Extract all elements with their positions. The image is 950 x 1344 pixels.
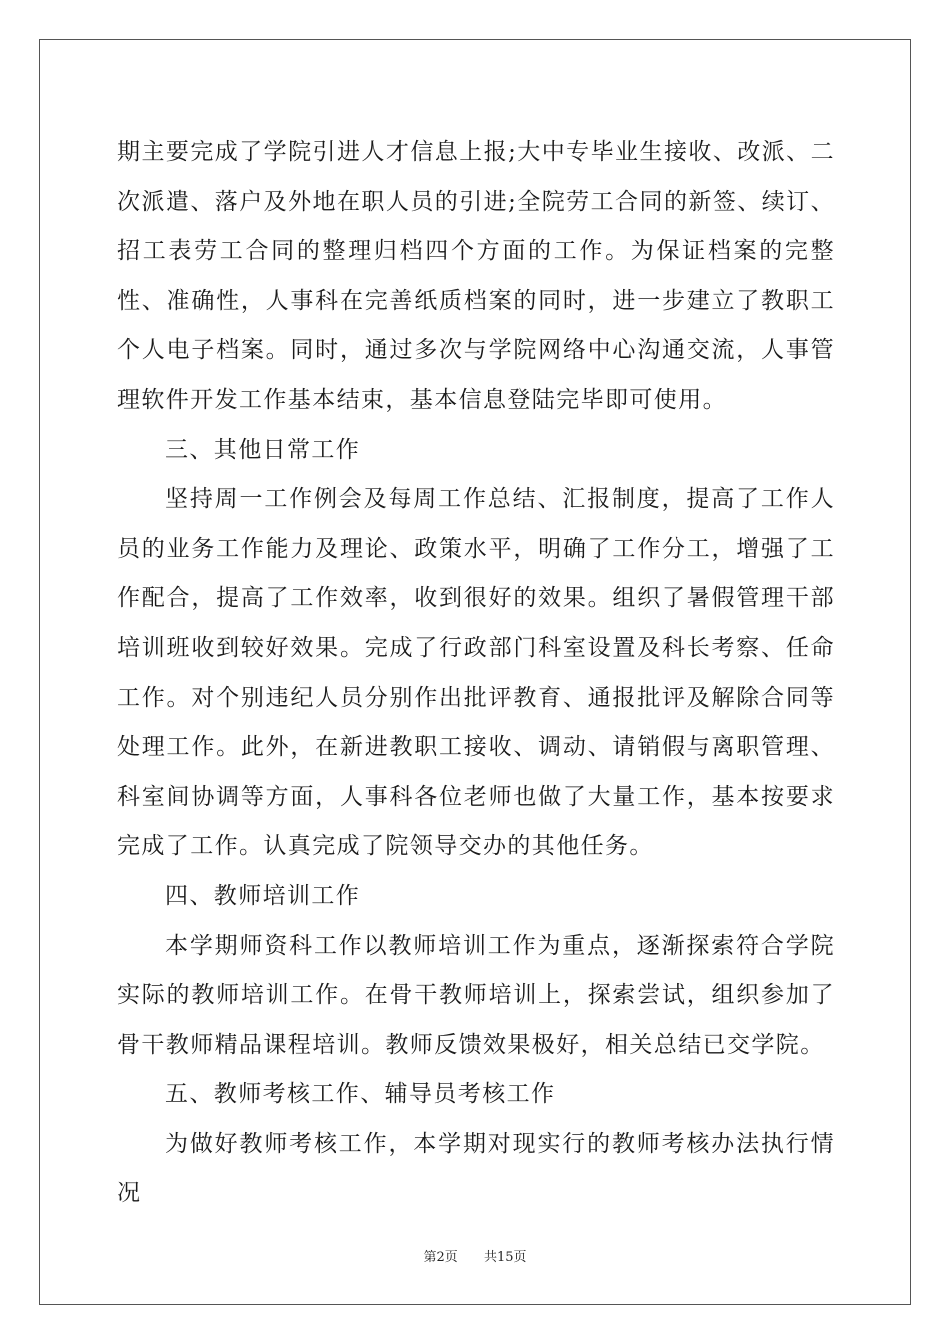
- page-footer: [0, 1246, 950, 1265]
- document-body: [117, 128, 835, 1219]
- page-number: 第2页: [423, 1250, 458, 1265]
- section-heading-3: 三、其他日常工作: [165, 436, 361, 463]
- paragraph-continuation: 期主要完成了学院引进人才信息上报;大中专毕业生接收、改派、二次派遣、落户及外地在职人员的引进;全院劳工合同的新签、续订、招工表劳工合同的整理归档四个方面的工作。为保证档案的完整性、准确性，人事科在完善纸质档案的同时，进一步建立了教职工个人电子档案。同时，通过多次与学院网络中心沟通交流，人事管理软件开发工作基本结束，基本信息登陆完毕即可使用。: [117, 139, 835, 413]
- paragraph-section-3: 坚持周一工作例会及每周工作总结、汇报制度，提高了工作人员的业务工作能力及理论、政策水平，明确了工作分工，增强了工作配合，提高了工作效率，收到很好的效果。组织了暑假管理干部培训班收到较好效果。完成了行政部门科室设置及科长考察、任命工作。对个别违纪人员分别作出批评教育、通报批评及解除合同等处理工作。此外，在新进教职工接收、调动、请销假与离职管理、科室间协调等方面，人事科各位老师也做了大量工作，基本按要求完成了工作。认真完成了院领导交办的其他任务。: [117, 486, 835, 860]
- paragraph-section-5: 为做好教师考核工作，本学期对现实行的教师考核办法执行情况: [117, 1130, 835, 1207]
- page-total: 共15页: [484, 1250, 527, 1265]
- paragraph-section-4: 本学期师资科工作以教师培训工作为重点，逐渐探索符合学院实际的教师培训工作。在骨干教师培训上，探索尝试，组织参加了骨干教师精品课程培训。教师反馈效果极好，相关总结已交学院。: [117, 932, 835, 1058]
- section-heading-5: 五、教师考核工作、辅导员考核工作: [165, 1081, 556, 1108]
- section-heading-4: 四、教师培训工作: [165, 882, 361, 909]
